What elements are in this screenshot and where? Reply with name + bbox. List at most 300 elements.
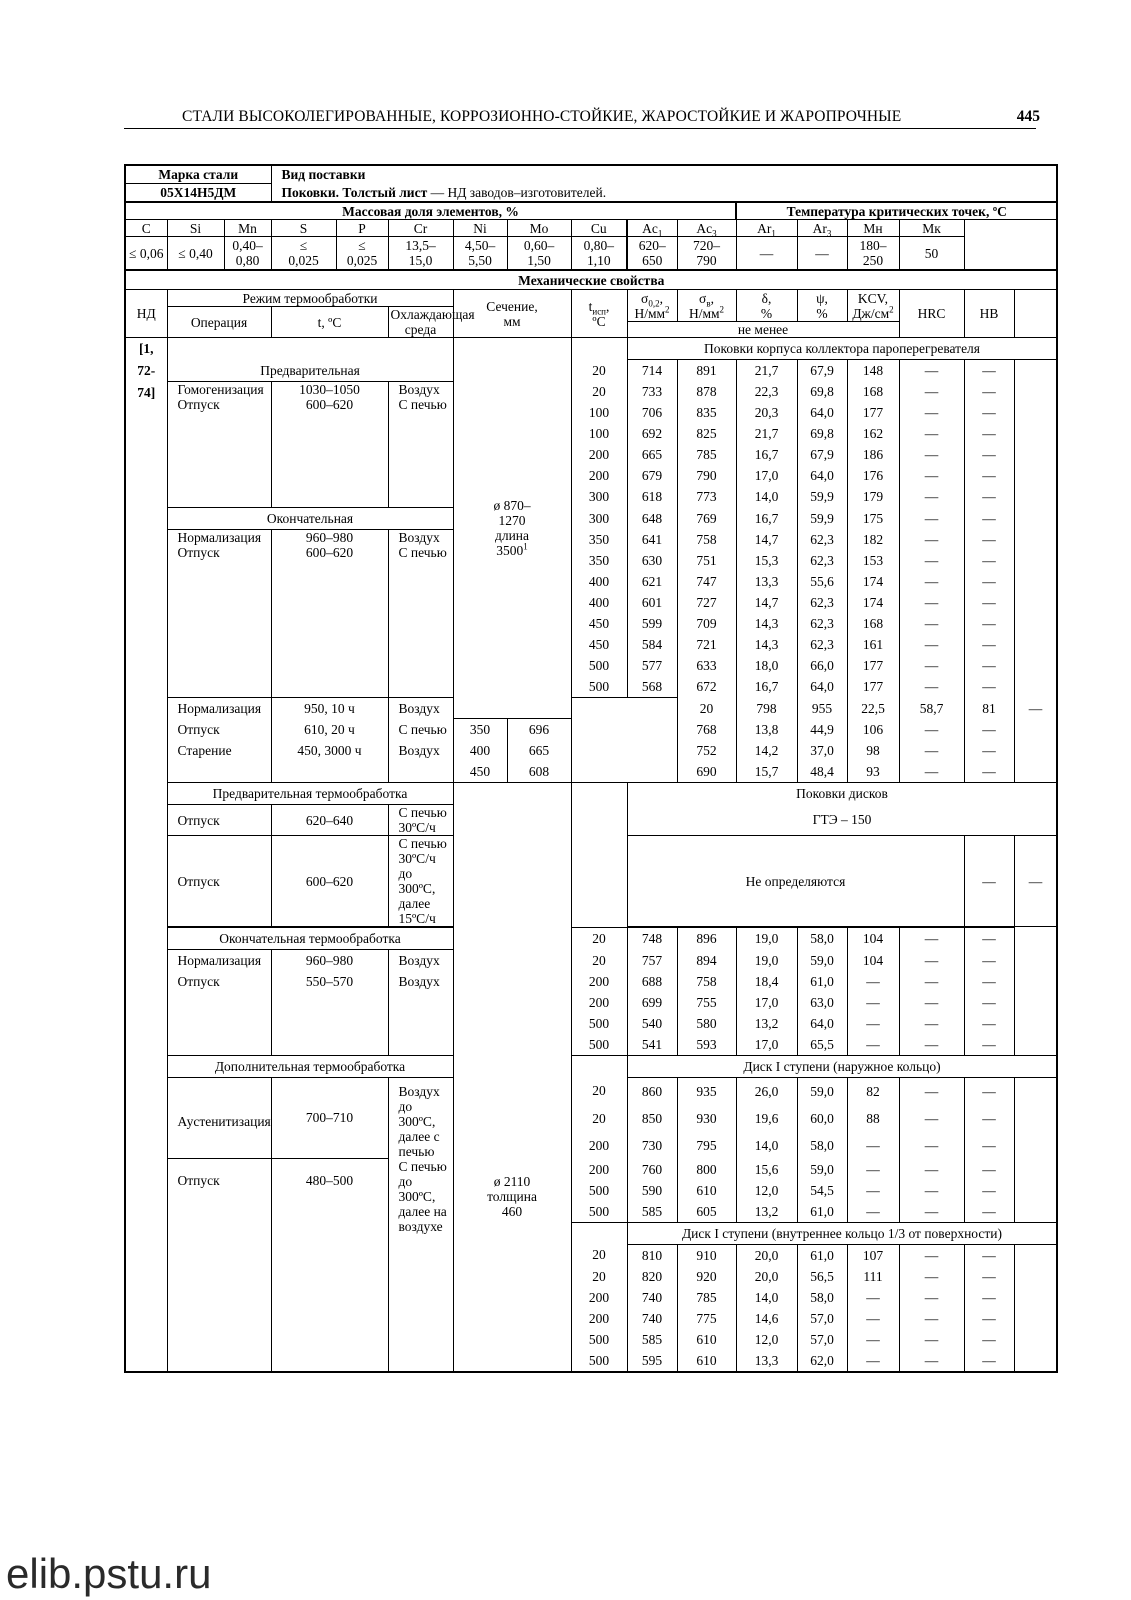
critical-point-name: Мн xyxy=(847,220,899,237)
property-value: — xyxy=(899,1132,964,1159)
property-value: — xyxy=(899,1244,964,1266)
t-test-value: 100 xyxy=(571,423,627,444)
property-value: 896 xyxy=(677,928,736,950)
property-value: 757 xyxy=(627,950,677,971)
grade-value: 05Х14Н5ДМ xyxy=(125,184,271,203)
property-value: — xyxy=(964,1077,1014,1105)
property-value: 577 xyxy=(627,655,677,676)
t-test-value: 200 xyxy=(571,1132,627,1159)
property-value: — xyxy=(899,1350,964,1372)
t-test-value: 200 xyxy=(571,992,627,1013)
property-value: — xyxy=(964,1013,1014,1034)
critical-points-title: Температура критических точек, ºС xyxy=(736,202,1057,220)
property-value: 59,0 xyxy=(797,950,847,971)
stage-name: Дополнительная термообработка xyxy=(167,1055,453,1077)
operation-name: Отпуск xyxy=(167,836,271,927)
property-value: 679 xyxy=(627,465,677,486)
supply-type xyxy=(271,184,1057,203)
property-value: 168 xyxy=(847,381,899,402)
property-value: 699 xyxy=(627,992,677,1013)
property-value: 878 xyxy=(677,381,736,402)
property-value: — xyxy=(899,1034,964,1056)
property-value: — xyxy=(847,1159,899,1180)
t-test-value: 500 xyxy=(571,1034,627,1056)
temp-header: t, ºС xyxy=(271,307,388,338)
property-value: — xyxy=(899,740,964,761)
t-test-value: 400 xyxy=(571,592,627,613)
property-value: 61,0 xyxy=(797,1244,847,1266)
property-value: — xyxy=(964,1105,1014,1132)
supply-type-bold: Поковки. Толстый лист xyxy=(281,184,428,200)
property-value: 706 xyxy=(627,402,677,423)
stage-name: Предварительная термообработка xyxy=(167,783,453,805)
property-value: 768 xyxy=(677,719,736,741)
property-value: 730 xyxy=(627,1132,677,1159)
property-value: — xyxy=(847,1350,899,1372)
temp-list: 960–980 550–570 xyxy=(271,950,388,1056)
kcv-header: KCV, $Дж/см^2$ xyxy=(847,290,899,322)
critical-point-value: — xyxy=(736,237,797,271)
critical-point-value: 180– 250 xyxy=(847,237,899,271)
watermark: elib.pstu.ru xyxy=(6,1550,212,1597)
property-value: 747 xyxy=(677,571,736,592)
t-test-value: 200 xyxy=(571,1159,627,1180)
property-value: — xyxy=(964,719,1014,741)
critical-point-value: 50 xyxy=(899,237,964,271)
property-value: — xyxy=(964,381,1014,402)
operation-temp: 620–640 xyxy=(271,805,388,836)
header-rule xyxy=(124,128,1036,129)
t-test-value: 200 xyxy=(571,465,627,486)
s02-header: $\sigma_{0,2}$, $Н/мм^2$ xyxy=(627,290,677,322)
property-value: 795 xyxy=(677,1132,736,1159)
property-value: 22,5 xyxy=(847,698,899,719)
property-value: 37,0 xyxy=(797,740,847,761)
property-value: — xyxy=(964,529,1014,550)
property-value: — xyxy=(964,1329,1014,1350)
property-value: 62,3 xyxy=(797,634,847,655)
property-value: — xyxy=(964,634,1014,655)
element-value: 0,40– 0,80 xyxy=(224,237,271,271)
property-value: 850 xyxy=(627,1105,677,1132)
property-value: 21,7 xyxy=(736,423,797,444)
property-value: — xyxy=(899,1329,964,1350)
property-value: — xyxy=(899,423,964,444)
property-value: — xyxy=(964,613,1014,634)
property-value: 62,3 xyxy=(797,592,847,613)
t-test-value: 100 xyxy=(571,402,627,423)
property-value: 161 xyxy=(847,634,899,655)
critical-point-value: — xyxy=(797,237,847,271)
property-value: 177 xyxy=(847,676,899,698)
page-number: 445 xyxy=(1016,108,1040,125)
property-value: 174 xyxy=(847,571,899,592)
t-test-value: 300 xyxy=(571,486,627,507)
property-value: 18,0 xyxy=(736,655,797,676)
property-value: — xyxy=(899,655,964,676)
property-value: 177 xyxy=(847,655,899,676)
property-value: 21,7 xyxy=(736,360,797,382)
cooling-list: Воздух С печью Воздух xyxy=(388,698,453,783)
property-value: 148 xyxy=(847,360,899,382)
t-test-value: 500 xyxy=(571,1329,627,1350)
property-value: — xyxy=(964,444,1014,465)
property-value: 14,7 xyxy=(736,529,797,550)
property-value: 67,9 xyxy=(797,444,847,465)
property-value: 860 xyxy=(627,1077,677,1105)
t-test-value: 350 xyxy=(571,550,627,571)
property-value: 64,0 xyxy=(797,1013,847,1034)
property-value: — xyxy=(964,360,1014,382)
property-value: — xyxy=(964,550,1014,571)
property-value: 106 xyxy=(847,719,899,741)
property-value: 17,0 xyxy=(736,1034,797,1056)
element-name: Cu xyxy=(571,220,627,237)
property-value: 740 xyxy=(627,1308,677,1329)
property-value: 760 xyxy=(627,1159,677,1180)
not-determined: Не определяются xyxy=(627,836,964,927)
property-value: 58,0 xyxy=(797,1132,847,1159)
cooling-header: Охлаждающая среда xyxy=(388,307,453,338)
property-value: 758 xyxy=(677,529,736,550)
steel-properties-table xyxy=(124,164,1058,1373)
running-header-title: СТАЛИ ВЫСОКОЛЕГИРОВАННЫЕ, КОРРОЗИОННО-СТОЙКИЕ, ЖАРОСТОЙКИЕ И ЖАРОПРОЧНЫЕ xyxy=(182,108,902,125)
property-value: 798 xyxy=(736,698,797,719)
property-value: 162 xyxy=(847,423,899,444)
property-value: 14,2 xyxy=(736,740,797,761)
t-test-value: 350 xyxy=(571,529,627,550)
product-title: Поковки дисков xyxy=(627,783,1057,805)
operation-header: Операция xyxy=(167,307,271,338)
property-value: 14,0 xyxy=(736,1287,797,1308)
property-value: 62,3 xyxy=(797,613,847,634)
property-value: 835 xyxy=(677,402,736,423)
property-value: — xyxy=(899,1266,964,1287)
property-value: 104 xyxy=(847,928,899,950)
property-value: 19,0 xyxy=(736,928,797,950)
property-value: 61,0 xyxy=(797,971,847,992)
property-value: 65,5 xyxy=(797,1034,847,1056)
property-value: — xyxy=(899,1013,964,1034)
critical-point-name: $Ac_3$ xyxy=(677,220,736,237)
table-row xyxy=(125,381,1057,402)
property-value: 665 xyxy=(507,740,571,761)
supply-type-rest: — НД заводов–изготовителей. xyxy=(427,184,607,200)
element-name: Mn xyxy=(224,220,271,237)
property-value: 727 xyxy=(677,592,736,613)
t-test-value xyxy=(571,1055,627,1077)
property-value: 15,3 xyxy=(736,550,797,571)
table-row xyxy=(125,338,1057,360)
property-value: — xyxy=(964,740,1014,761)
property-value: — xyxy=(899,381,964,402)
property-value: 177 xyxy=(847,402,899,423)
property-value: 955 xyxy=(797,698,847,719)
property-value: 13,3 xyxy=(736,571,797,592)
property-value: 64,0 xyxy=(797,402,847,423)
property-value: — xyxy=(964,1034,1014,1056)
property-value: 59,9 xyxy=(797,486,847,507)
property-value: 709 xyxy=(677,613,736,634)
property-value: 568 xyxy=(627,676,677,698)
property-value: — xyxy=(899,1105,964,1132)
property-value: 17,0 xyxy=(736,992,797,1013)
property-value: 891 xyxy=(677,360,736,382)
property-value: 58,0 xyxy=(797,928,847,950)
property-value: 62,3 xyxy=(797,529,847,550)
nd-header: НД xyxy=(125,290,167,338)
not-less-header: не менее xyxy=(627,322,899,338)
section-header: Сечение, мм xyxy=(453,290,571,338)
property-value: — xyxy=(899,360,964,382)
product-title: ГТЭ – 150 xyxy=(627,805,1057,836)
operation-list: Гомогенизация Отпуск xyxy=(167,381,271,507)
stage-name: Окончательная xyxy=(167,507,453,529)
property-value: — xyxy=(899,719,964,741)
property-value: 16,7 xyxy=(736,676,797,698)
hb-header: НВ xyxy=(964,290,1014,338)
property-value: 785 xyxy=(677,1287,736,1308)
property-value: 20,0 xyxy=(736,1266,797,1287)
property-value: 14,6 xyxy=(736,1308,797,1329)
operation-list: Нормализация Отпуск xyxy=(167,529,271,698)
property-value: 19,0 xyxy=(736,950,797,971)
property-value: 748 xyxy=(627,928,677,950)
element-name: S xyxy=(271,220,336,237)
property-value: 621 xyxy=(627,571,677,592)
t-test-value: 450 xyxy=(571,634,627,655)
property-value: — xyxy=(964,655,1014,676)
property-value: 13,8 xyxy=(736,719,797,741)
property-value: 16,7 xyxy=(736,507,797,529)
property-value: — xyxy=(847,1132,899,1159)
property-value: 773 xyxy=(677,486,736,507)
t-test-value: 20 xyxy=(571,950,627,971)
property-value: 608 xyxy=(507,761,571,783)
t-test-value: 500 xyxy=(571,1013,627,1034)
psi-header: ψ, % xyxy=(797,290,847,322)
property-value: 585 xyxy=(627,1329,677,1350)
element-value: ≤ 0,025 xyxy=(271,237,336,271)
property-value: 13,2 xyxy=(736,1013,797,1034)
property-value: — xyxy=(964,971,1014,992)
property-value: — xyxy=(964,1132,1014,1159)
property-value: 618 xyxy=(627,486,677,507)
cooling-medium: Воздух до 300ºС, далее с печью xyxy=(388,1077,453,1159)
element-name: Cr xyxy=(388,220,453,237)
element-value: ≤ 0,025 xyxy=(336,237,388,271)
element-name: Mo xyxy=(507,220,571,237)
operation-temp: 700–710 xyxy=(271,1077,388,1159)
property-value: 59,9 xyxy=(797,507,847,529)
property-value: — xyxy=(847,971,899,992)
section-block1: ø 870– 1270 длина 3500$^1$ xyxy=(453,338,571,719)
t-test-value: 500 xyxy=(571,655,627,676)
property-value: 688 xyxy=(627,971,677,992)
property-value: 153 xyxy=(847,550,899,571)
element-value: ≤ 0,06 xyxy=(125,237,167,271)
property-value: 13,2 xyxy=(736,1201,797,1223)
property-value: — xyxy=(964,507,1014,529)
operation-temp: 480–500 xyxy=(271,1159,388,1372)
property-value: — xyxy=(899,1180,964,1201)
property-value: 168 xyxy=(847,613,899,634)
property-value: — xyxy=(964,423,1014,444)
property-value: — xyxy=(847,1287,899,1308)
t-test-header: $t_{исп}$, ºС xyxy=(571,290,627,338)
property-value: — xyxy=(899,550,964,571)
property-value: 19,6 xyxy=(736,1105,797,1132)
property-value: — xyxy=(899,465,964,486)
property-value: 175 xyxy=(847,507,899,529)
property-value: 69,8 xyxy=(797,381,847,402)
sv-header: $\sigma_в$, $Н/мм^2$ xyxy=(677,290,736,322)
property-value: 541 xyxy=(627,1034,677,1056)
stage-name: Окончательная термообработка xyxy=(167,928,453,950)
operation-list: Нормализация Отпуск Старение xyxy=(167,698,271,783)
property-value: 935 xyxy=(677,1077,736,1105)
cooling-list: Воздух С печью xyxy=(388,529,453,698)
cooling-medium: С печью до 300ºС, далее на воздухе xyxy=(388,1159,453,1372)
property-value: 599 xyxy=(627,613,677,634)
property-value: 55,6 xyxy=(797,571,847,592)
property-value: — xyxy=(899,1287,964,1308)
property-value: — xyxy=(964,486,1014,507)
property-value: 595 xyxy=(627,1350,677,1372)
property-value: 186 xyxy=(847,444,899,465)
property-value: 107 xyxy=(847,1244,899,1266)
property-value: — xyxy=(899,444,964,465)
property-value: 81 xyxy=(964,698,1014,719)
property-value: — xyxy=(899,1159,964,1180)
property-value: — xyxy=(899,634,964,655)
t-test-value xyxy=(571,1222,627,1244)
property-value: — xyxy=(899,761,964,783)
property-value: — xyxy=(1014,836,1057,927)
stage-preliminary xyxy=(167,338,453,360)
operation-name: Аустенитизация xyxy=(167,1077,271,1159)
property-value: — xyxy=(964,402,1014,423)
t-test-value: 400 xyxy=(571,571,627,592)
property-value: 179 xyxy=(847,486,899,507)
property-value: — xyxy=(899,402,964,423)
property-value: 61,0 xyxy=(797,1201,847,1223)
property-value: 58,7 xyxy=(899,698,964,719)
temp-list: 1030–1050 600–620 xyxy=(271,381,388,507)
t-test-value: 500 xyxy=(571,676,627,698)
temp-list: 960–980 600–620 xyxy=(271,529,388,698)
property-value: 64,0 xyxy=(797,465,847,486)
table-row xyxy=(125,928,1057,950)
operation-temp: 600–620 xyxy=(271,836,388,927)
property-value: — xyxy=(964,1201,1014,1223)
section-block3: ø 2110 толщина 460 xyxy=(453,783,571,1372)
property-value: 751 xyxy=(677,550,736,571)
property-value: 18,4 xyxy=(736,971,797,992)
property-value: 20,3 xyxy=(736,402,797,423)
property-value: 66,0 xyxy=(797,655,847,676)
property-value: — xyxy=(899,592,964,613)
property-value: — xyxy=(899,676,964,698)
operation-name: Отпуск xyxy=(167,805,271,836)
property-value: 800 xyxy=(677,1159,736,1180)
property-value: 104 xyxy=(847,950,899,971)
property-value: 810 xyxy=(627,1244,677,1266)
t-test-value: 450 xyxy=(453,761,507,783)
property-value: — xyxy=(847,1013,899,1034)
critical-point-name: Мк xyxy=(899,220,964,237)
property-value: 98 xyxy=(847,740,899,761)
property-value: 22,3 xyxy=(736,381,797,402)
t-test-value xyxy=(571,783,627,928)
property-value: 610 xyxy=(677,1180,736,1201)
property-value: 67,9 xyxy=(797,360,847,382)
property-value: 733 xyxy=(627,381,677,402)
property-value: — xyxy=(964,1350,1014,1372)
property-value: — xyxy=(964,676,1014,698)
property-value: 13,3 xyxy=(736,1350,797,1372)
property-value: — xyxy=(847,1034,899,1056)
property-value: — xyxy=(964,1159,1014,1180)
property-value: — xyxy=(899,1077,964,1105)
element-value: ≤ 0,40 xyxy=(167,237,224,271)
property-value: 825 xyxy=(677,423,736,444)
property-value: 692 xyxy=(627,423,677,444)
property-value: — xyxy=(899,928,964,950)
table-row xyxy=(125,529,1057,550)
property-value: 721 xyxy=(677,634,736,655)
cooling-list: Воздух С печью xyxy=(388,381,453,507)
property-value: 182 xyxy=(847,529,899,550)
element-name: C xyxy=(125,220,167,237)
property-value: 584 xyxy=(627,634,677,655)
element-value: 4,50– 5,50 xyxy=(453,237,507,271)
t-test-value: 20 xyxy=(571,1266,627,1287)
property-value: — xyxy=(899,950,964,971)
property-value: — xyxy=(964,1180,1014,1201)
property-value: 920 xyxy=(677,1266,736,1287)
property-value: 93 xyxy=(847,761,899,783)
property-value: 58,0 xyxy=(797,1287,847,1308)
property-value: 769 xyxy=(677,507,736,529)
property-value: 59,0 xyxy=(797,1077,847,1105)
property-value: 59,0 xyxy=(797,1159,847,1180)
property-value: 775 xyxy=(677,1308,736,1329)
mech-title: Механические свойства xyxy=(125,270,1057,290)
stage-name: Предварительная xyxy=(167,360,453,382)
element-value: 13,5– 15,0 xyxy=(388,237,453,271)
property-value: 894 xyxy=(677,950,736,971)
property-value: 69,8 xyxy=(797,423,847,444)
property-value: 540 xyxy=(627,1013,677,1034)
t-test-value: 500 xyxy=(571,1350,627,1372)
property-value: 44,9 xyxy=(797,719,847,741)
critical-point-name: $Ac_1$ xyxy=(627,220,677,237)
property-value: 605 xyxy=(677,1201,736,1223)
property-value: 14,0 xyxy=(736,1132,797,1159)
t-test-value: 20 xyxy=(571,360,627,382)
table-row xyxy=(125,1055,1057,1077)
property-value: 57,0 xyxy=(797,1308,847,1329)
t-test-value: 450 xyxy=(571,613,627,634)
cooling-medium: С печью 30ºС/ч xyxy=(388,805,453,836)
property-value: 48,4 xyxy=(797,761,847,783)
property-value: 17,0 xyxy=(736,465,797,486)
property-value: — xyxy=(847,1201,899,1223)
property-value: 820 xyxy=(627,1266,677,1287)
t-test-value: 500 xyxy=(571,1201,627,1223)
t-test-value: 200 xyxy=(571,1308,627,1329)
